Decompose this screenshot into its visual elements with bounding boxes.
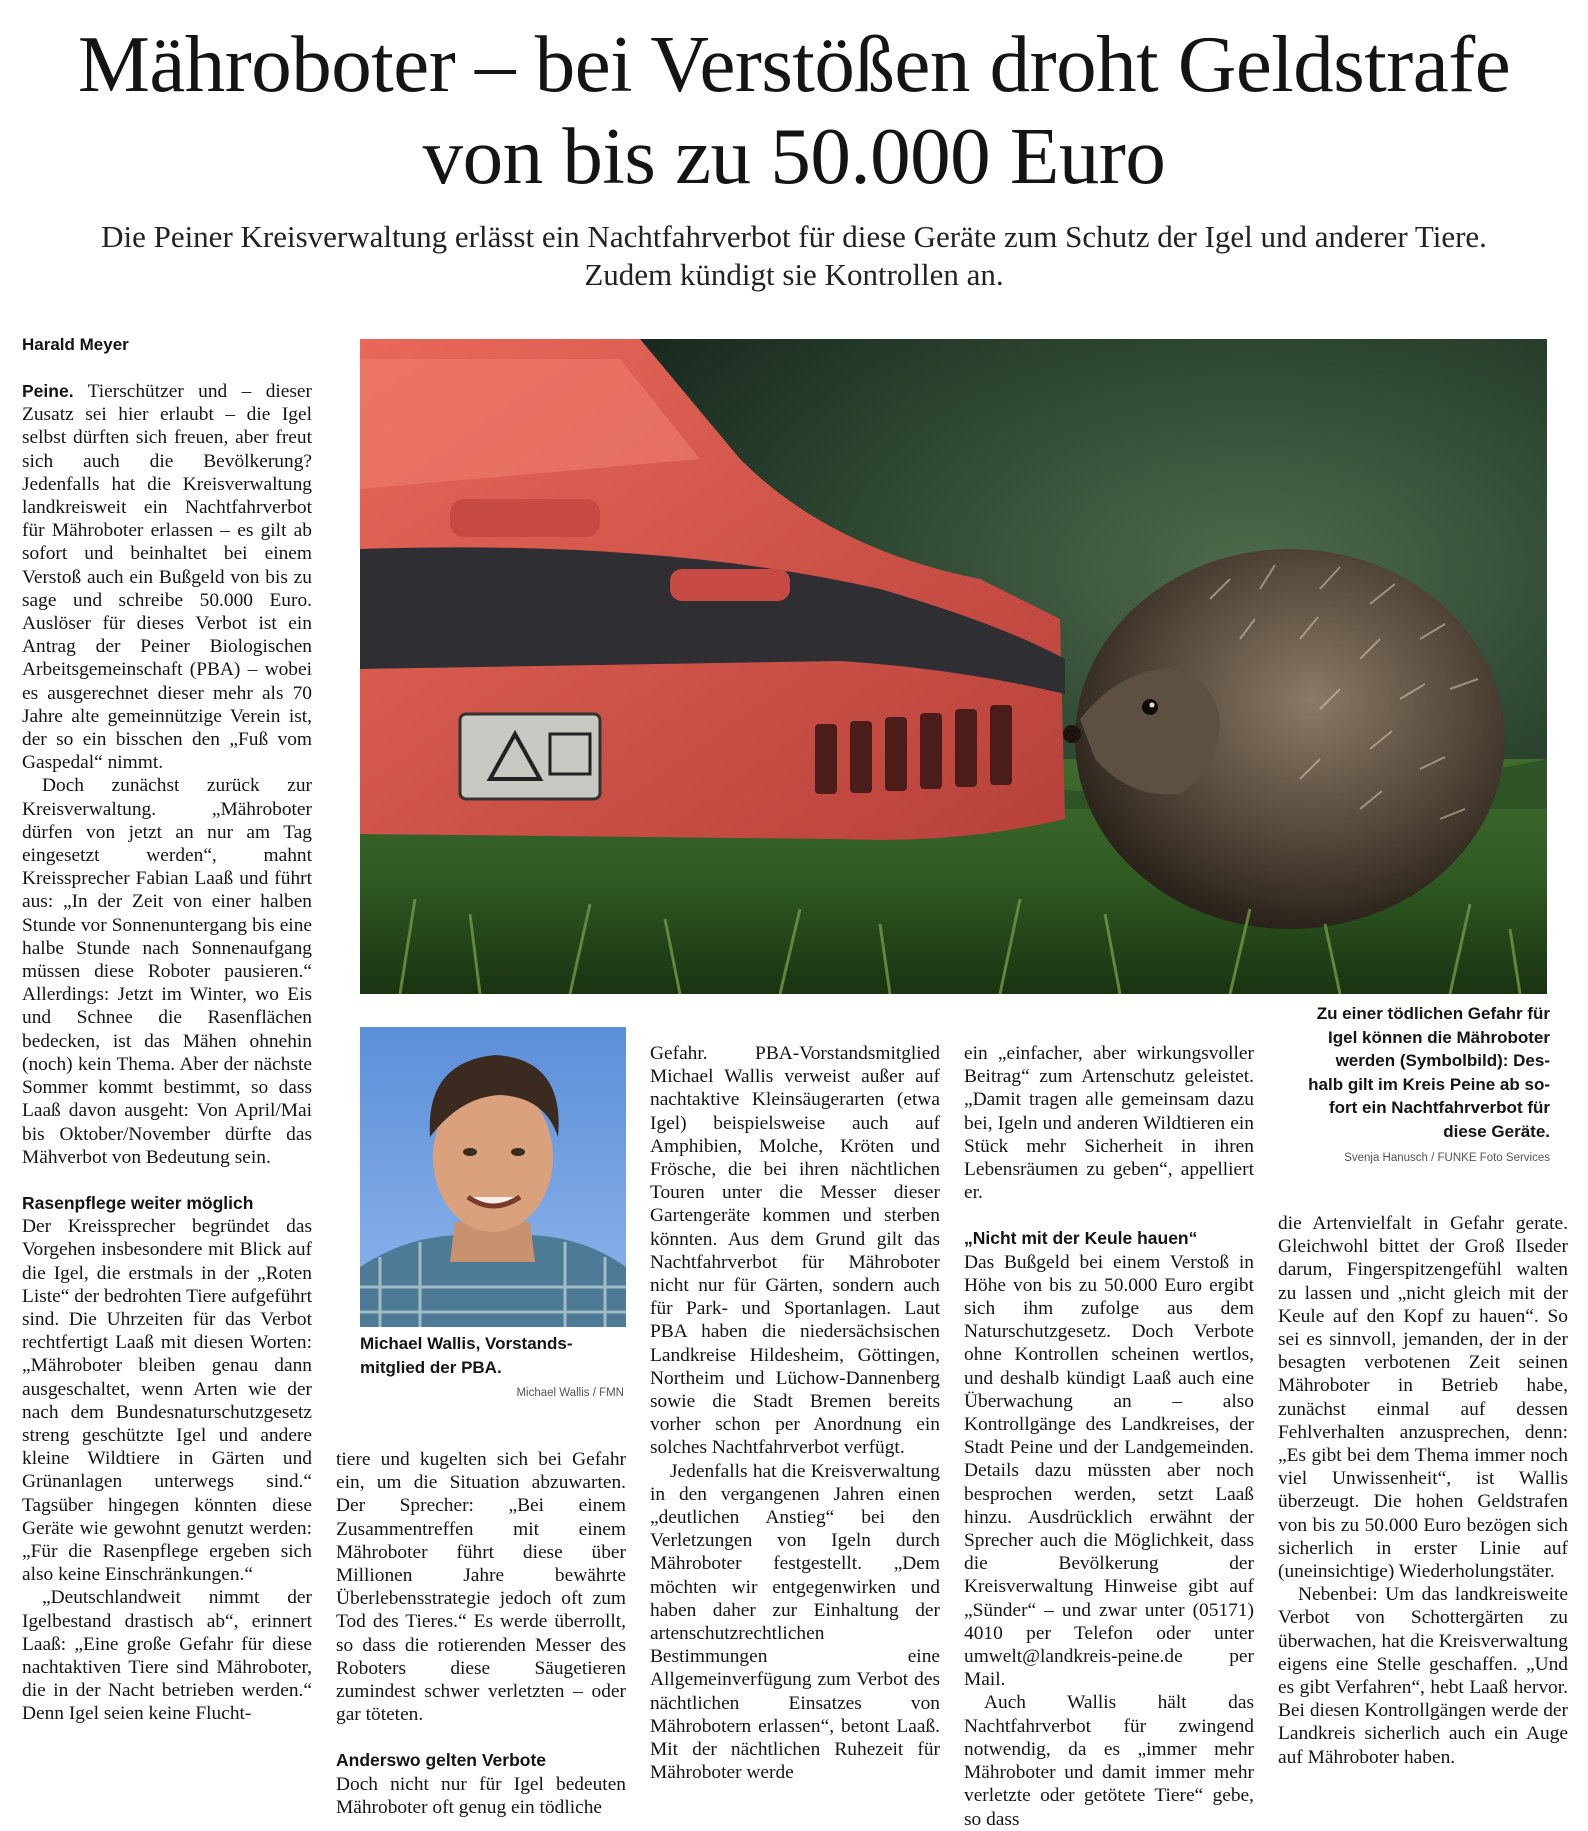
article-column-2 [336, 1448, 626, 1819]
paragraph: ein „einfacher, aber wirkungsvoller Beitrag“ zum Artenschutz geleistet. „Damit tragen alle gemeinsam dazu bei, Igeln und anderen Wildtieren ein Stück mehr Sicherheit in ihren Lebensräumen zu geben“, appelliert er. [964, 1043, 1254, 1204]
article-column-3 [650, 1042, 940, 1785]
author-byline: Harald Meyer [22, 335, 129, 354]
subheading-rasenpflege: Rasenpflege weiter möglich [22, 1192, 254, 1213]
portrait-caption: Michael Wallis, Vorstands- mitglied der PBA. [360, 1334, 573, 1377]
subheadline [60, 218, 1528, 294]
article-column-1 [22, 380, 312, 1726]
paragraph: Doch nicht nur für Igel bedeuten Mähroboter oft genug ein tödliche [336, 1773, 626, 1818]
subheadline-line-1: Die Peiner Kreisverwaltung erlässt ein Nachtfahrverbot für diese Geräte zum Schutz der Igel und anderer Tiere. [101, 219, 1487, 254]
portrait-credit: Michael Wallis / FMN [516, 1387, 624, 1399]
paragraph: tiere und kugelten sich bei Gefahr ein, um die Situation abzuwarten. Der Sprecher: „Bei einem Zusammentreffen mit einem Mähroboter führt diese über Millionen Jahre bewährte Überlebensstrategie jedoch oft zum Tod des Tieres.“ Es werde überrollt, so dass die rotierenden Messer des Roboters diese Säugetieren zumindest schwer verletzten – oder gar töteten. [336, 1449, 626, 1726]
headline-line-1: Mähroboter – bei Verstößen droht Geldstrafe [77, 19, 1511, 109]
paragraph: Nebenbei: Um das landkreisweite Verbot von Schottergärten zu überwachen, hat die Kreisverwaltung eigens eine Stelle geschaffen. „Und es gibt Verfahren“, hebt Laaß hervor. Bei diesen Kontrollgängen werde der Landkreis sicherlich auch ein Auge auf Mähroboter haben. [1278, 1584, 1568, 1768]
paragraph: „Deutschlandweit nimmt der Igelbestand drastisch ab“, erinnert Laaß: „Eine große Gefahr für diese nachtaktiven Tiere sind Mähroboter, die in der Nacht betrieben werden.“ Denn Igel seien keine Flucht- [22, 1587, 312, 1725]
portrait-photo-michael-wallis [360, 1027, 626, 1327]
subheading-anderswo: Anderswo gelten Verbote [336, 1750, 547, 1771]
paragraph: Gefahr. PBA-Vorstandsmitglied Michael Wallis verweist außer auf nachtaktive Kleinsäugerarten (etwa Igel) beispielsweise auch auf Amphibien, Molche, Kröten und Frösche, die bei ihren nächtlichen Touren unter die Messer dieser Gartengeräte kommen und sterben könnten. Aus dem Grund gilt das Nachtfahrverbot für Mähroboter nicht nur für Gärten, sondern auch für Park- und Sportanlagen. Laut PBA haben die niedersächsischen Landkreise Hildesheim, Göttingen, Northeim und Lüchow-Dannenberg sowie die Stadt Bremen bereits vorher schon per Anordnung ein solches Nachtfahrverbot verfügt. [650, 1043, 940, 1459]
paragraph: Auch Wallis hält das Nachtfahrverbot für zwingend notwendig, da es „immer mehr Mähroboter und damit immer mehr verletzte oder getötete Tiere“ gebe, so dass [964, 1692, 1254, 1830]
photo-credit: Svenja Hanusch / FUNKE Foto Services [1344, 1152, 1550, 1164]
paragraph: Das Bußgeld bei einem Verstoß in Höhe von bis zu 50.000 Euro ergibt sich ihm zufolge aus dem Naturschutzgesetz. Doch Verbote ohne Kontrollen scheinen wertlos, und deshalb kündigt Laaß auch eine Überwachung an – also Kontrollgänge des Landkreises, der Stadt Peine und der Landgemeinden. Details dazu müssten aber noch besprochen werden, setzt Laaß hinzu. Ausdrücklich erwähnt der Sprecher auch die Möglichkeit, dass die Bevölkerung der Kreisverwaltung Hinweise gibt auf „Sünder“ – und zwar unter (05171) 4010 per Telefon oder unter umwelt@landkreis-peine.de per Mail. [964, 1251, 1254, 1691]
paragraph: Doch zunächst zurück zur Kreisverwaltung. „Mähroboter dürfen von jetzt an nur am Tag eingesetzt werden“, mahnt Kreissprecher Fabian Laaß und führt aus: „In der Zeit von einer halben Stunde vor Sonnenuntergang bis eine halbe Stunde nach Sonnenaufgang müssen diese Roboter pausieren.“ Allerdings: Jetzt im Winter, wo Eis und Schnee die Rasenflächen bedecken, ist das Mähen ohnehin (noch) kein Thema. Aber der nächste Sommer kommt bestimmt, so dass Laaß davon ausgeht: Von April/Mai bis Oktober/November dürfte das Mähverbot von Bedeutung sein. [22, 775, 312, 1168]
article-column-5 [1278, 1212, 1568, 1769]
photo-caption: Zu einer tödlichen Gefahr für Igel können die Mähroboter werden (Symbolbild): Des- halb gilt im Kreis Peine ab so- fort ein Nachtfahrverbot für diese Geräte. [1308, 1004, 1550, 1141]
dateline: Peine. [22, 381, 74, 401]
article-column-4 [964, 1042, 1254, 1831]
main-photo-mower-hedgehog [360, 339, 1547, 994]
headline-line-2: von bis zu 50.000 Euro [422, 111, 1166, 201]
paragraph: Peine. Tierschützer und – dieser Zusatz sei hier erlaubt – die Igel selbst dürften sich freuen, aber freut sich auch die Bevölkerung? Jedenfalls hat die Kreisverwaltung landkreisweit ein Nachtfahrverbot für Mähroboter erlassen – es gilt ab sofort und beinhaltet bei einem Verstoß auch ein Bußgeld von bis zu sage und schreibe 50.000 Euro. Auslöser für dieses Verbot ist ein Antrag der Peiner Biologischen Arbeitsgemeinschaft (PBA) – wobei es ausgerechnet dieser mehr als 70 Jahre alte gemeinnützige Verein ist, der so ein bisschen den „Fuß vom Gaspedal“ nimmt. [22, 381, 312, 774]
paragraph: die Artenvielfalt in Gefahr gerate. Gleichwohl bittet der Groß Ilseder darum, Fingerspitzengefühl walten zu lassen und „nicht gleich mit der Keule auf den Kopf zu hauen“. So sei es sinnvoll, jemanden, der in der besagten verbotenen Zeit seinen Mähroboter in Betrieb habe, zunächst einmal auf dessen Fehlverhalten anzusprechen, denn: „Es gibt bei dem Thema immer noch viel Unwissenheit“, ist Wallis überzeugt. Die hohen Geldstrafen von bis zu 50.000 Euro bezögen sich sicherlich in erster Linie auf (uneinsichtige) Wiederholungstäter. [1278, 1213, 1568, 1583]
paragraph: Der Kreissprecher begründet das Vorgehen insbesondere mit Blick auf die Igel, die erstmals in der „Roten Liste“ der bedrohten Tiere aufgeführt sind. Die Uhrzeiten für das Verbot rechtfertigt Laaß mit diesen Worten: „Mähroboter bleiben genau dann ausgeschaltet, wenn Arten wie der nach dem Bundesnaturschutzgesetz streng geschützte Igel und andere kleine Wildtiere in Gärten und Grünanlagen unterwegs sind.“ Tagsüber hingegen könnten diese Geräte wie gewohnt genutzt werden: „Für die Rasenpflege ergeben sich also keine Einschränkungen.“ [22, 1216, 312, 1586]
paragraph: Jedenfalls hat die Kreisverwaltung in den vergangenen Jahren einen „deutlichen Anstieg“ bei den Verletzungen von Igeln durch Mähroboter festgestellt. „Dem möchten wir entgegenwirken und haben daher zur Einhaltung der artenschutzrechtlichen Bestimmungen eine Allgemeinverfügung zum Verbot des nächtlichen Einsatzes von Mährobotern erlassen“, betont Laaß. Mit der nächtlichen Ruhezeit für Mähroboter werde [650, 1460, 940, 1784]
subheadline-line-2: Zudem kündigt sie Kontrollen an. [584, 257, 1004, 292]
subheading-keule: „Nicht mit der Keule hauen“ [964, 1228, 1198, 1249]
headline [0, 18, 1588, 202]
